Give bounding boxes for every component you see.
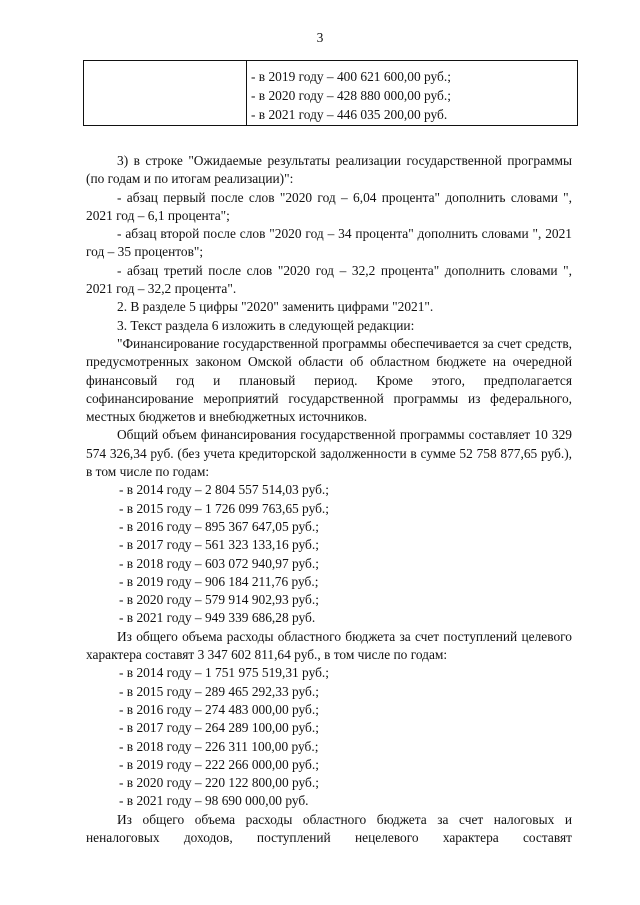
list-item: - в 2020 году – 579 914 902,93 руб.; [119, 592, 319, 608]
list-item: - в 2016 году – 895 367 647,05 руб.; [119, 518, 319, 534]
paragraph-third-abzac: - абзац третий после слов "2020 год – 32,2 процента" дополнить словами ", 2021 год – 32,2 процента". [86, 262, 572, 297]
table-right-cell [247, 61, 577, 125]
targeted-by-year-list [86, 664, 572, 810]
funding-table [83, 60, 578, 126]
total-by-year-list [86, 481, 572, 627]
list-item: - в 2017 году – 561 323 133,16 руб.; [119, 537, 319, 553]
paragraph-section-5: 2. В разделе 5 цифры "2020" заменить цифрами "2021". [117, 299, 434, 315]
list-item: - в 2016 году – 274 483 000,00 руб.; [119, 701, 319, 717]
paragraph-tax-revenues: Из общего объема расходы областного бюджета за счет налоговых и неналоговых доходов, поступлений нецелевого характера составят [86, 811, 572, 845]
paragraph-first-abzac: - абзац первый после слов "2020 год – 6,04 процента" дополнить словами ", 2021 год – 6,1 процента"; [86, 189, 572, 223]
document-body [86, 152, 572, 847]
list-item: - в 2017 году – 264 289 100,00 руб.; [119, 720, 319, 736]
table-row: - в 2019 году – 400 621 600,00 руб.; [251, 69, 451, 84]
table-row: - в 2020 году – 428 880 000,00 руб.; [251, 88, 451, 103]
list-item: - в 2021 году – 98 690 000,00 руб. [119, 793, 309, 809]
table-left-cell [84, 61, 247, 125]
list-item: - в 2019 году – 222 266 000,00 руб.; [119, 756, 319, 772]
page-number: 3 [316, 30, 324, 45]
paragraph-financing: "Финансирование государственной программы обеспечивается за счет средств, предусмотренных законом Омской области об областном бюджете на очередной финансовый год и плановый период. Кроме этого, предполагается софинансирование мероприятий государственной программы из федерального, местных бюджетов и внебюджетных источников. [86, 335, 572, 425]
list-item: - в 2015 году – 1 726 099 763,65 руб.; [119, 500, 329, 516]
list-item: - в 2015 году – 289 465 292,33 руб.; [119, 683, 319, 699]
list-item: - в 2018 году – 603 072 940,97 руб.; [119, 555, 319, 571]
list-item: - в 2020 году – 220 122 800,00 руб.; [119, 775, 319, 791]
paragraph-results-row: 3) в строке "Ожидаемые результаты реализации государственной программы (по годам и по итогам реализации)": [86, 153, 572, 187]
list-item: - в 2014 году – 1 751 975 519,31 руб.; [119, 665, 329, 681]
list-item: - в 2018 году – 226 311 100,00 руб.; [119, 738, 319, 754]
list-item: - в 2021 году – 949 339 686,28 руб. [119, 610, 316, 626]
paragraph-total-volume: Общий объем финансирования государственной программы составляет 10 329 574 326,34 руб. (без учета кредиторской задолженности в сумме 52 758 877,65 руб.), в том числе по годам: [86, 427, 572, 480]
list-item: - в 2014 году – 2 804 557 514,03 руб.; [119, 482, 329, 498]
paragraph-targeted-expenses: Из общего объема расходы областного бюджета за счет поступлений целевого характера составят 3 347 602 811,64 руб., в том числе по годам: [86, 628, 572, 663]
list-item: - в 2019 году – 906 184 211,76 руб.; [119, 573, 319, 589]
table-row: - в 2021 году – 446 035 200,00 руб. [251, 107, 448, 122]
paragraph-second-abzac: - абзац второй после слов "2020 год – 34 процента" дополнить словами ", 2021 год – 35 процентов"; [86, 226, 572, 260]
paragraph-section-6: 3. Текст раздела 6 изложить в следующей редакции: [117, 317, 415, 333]
